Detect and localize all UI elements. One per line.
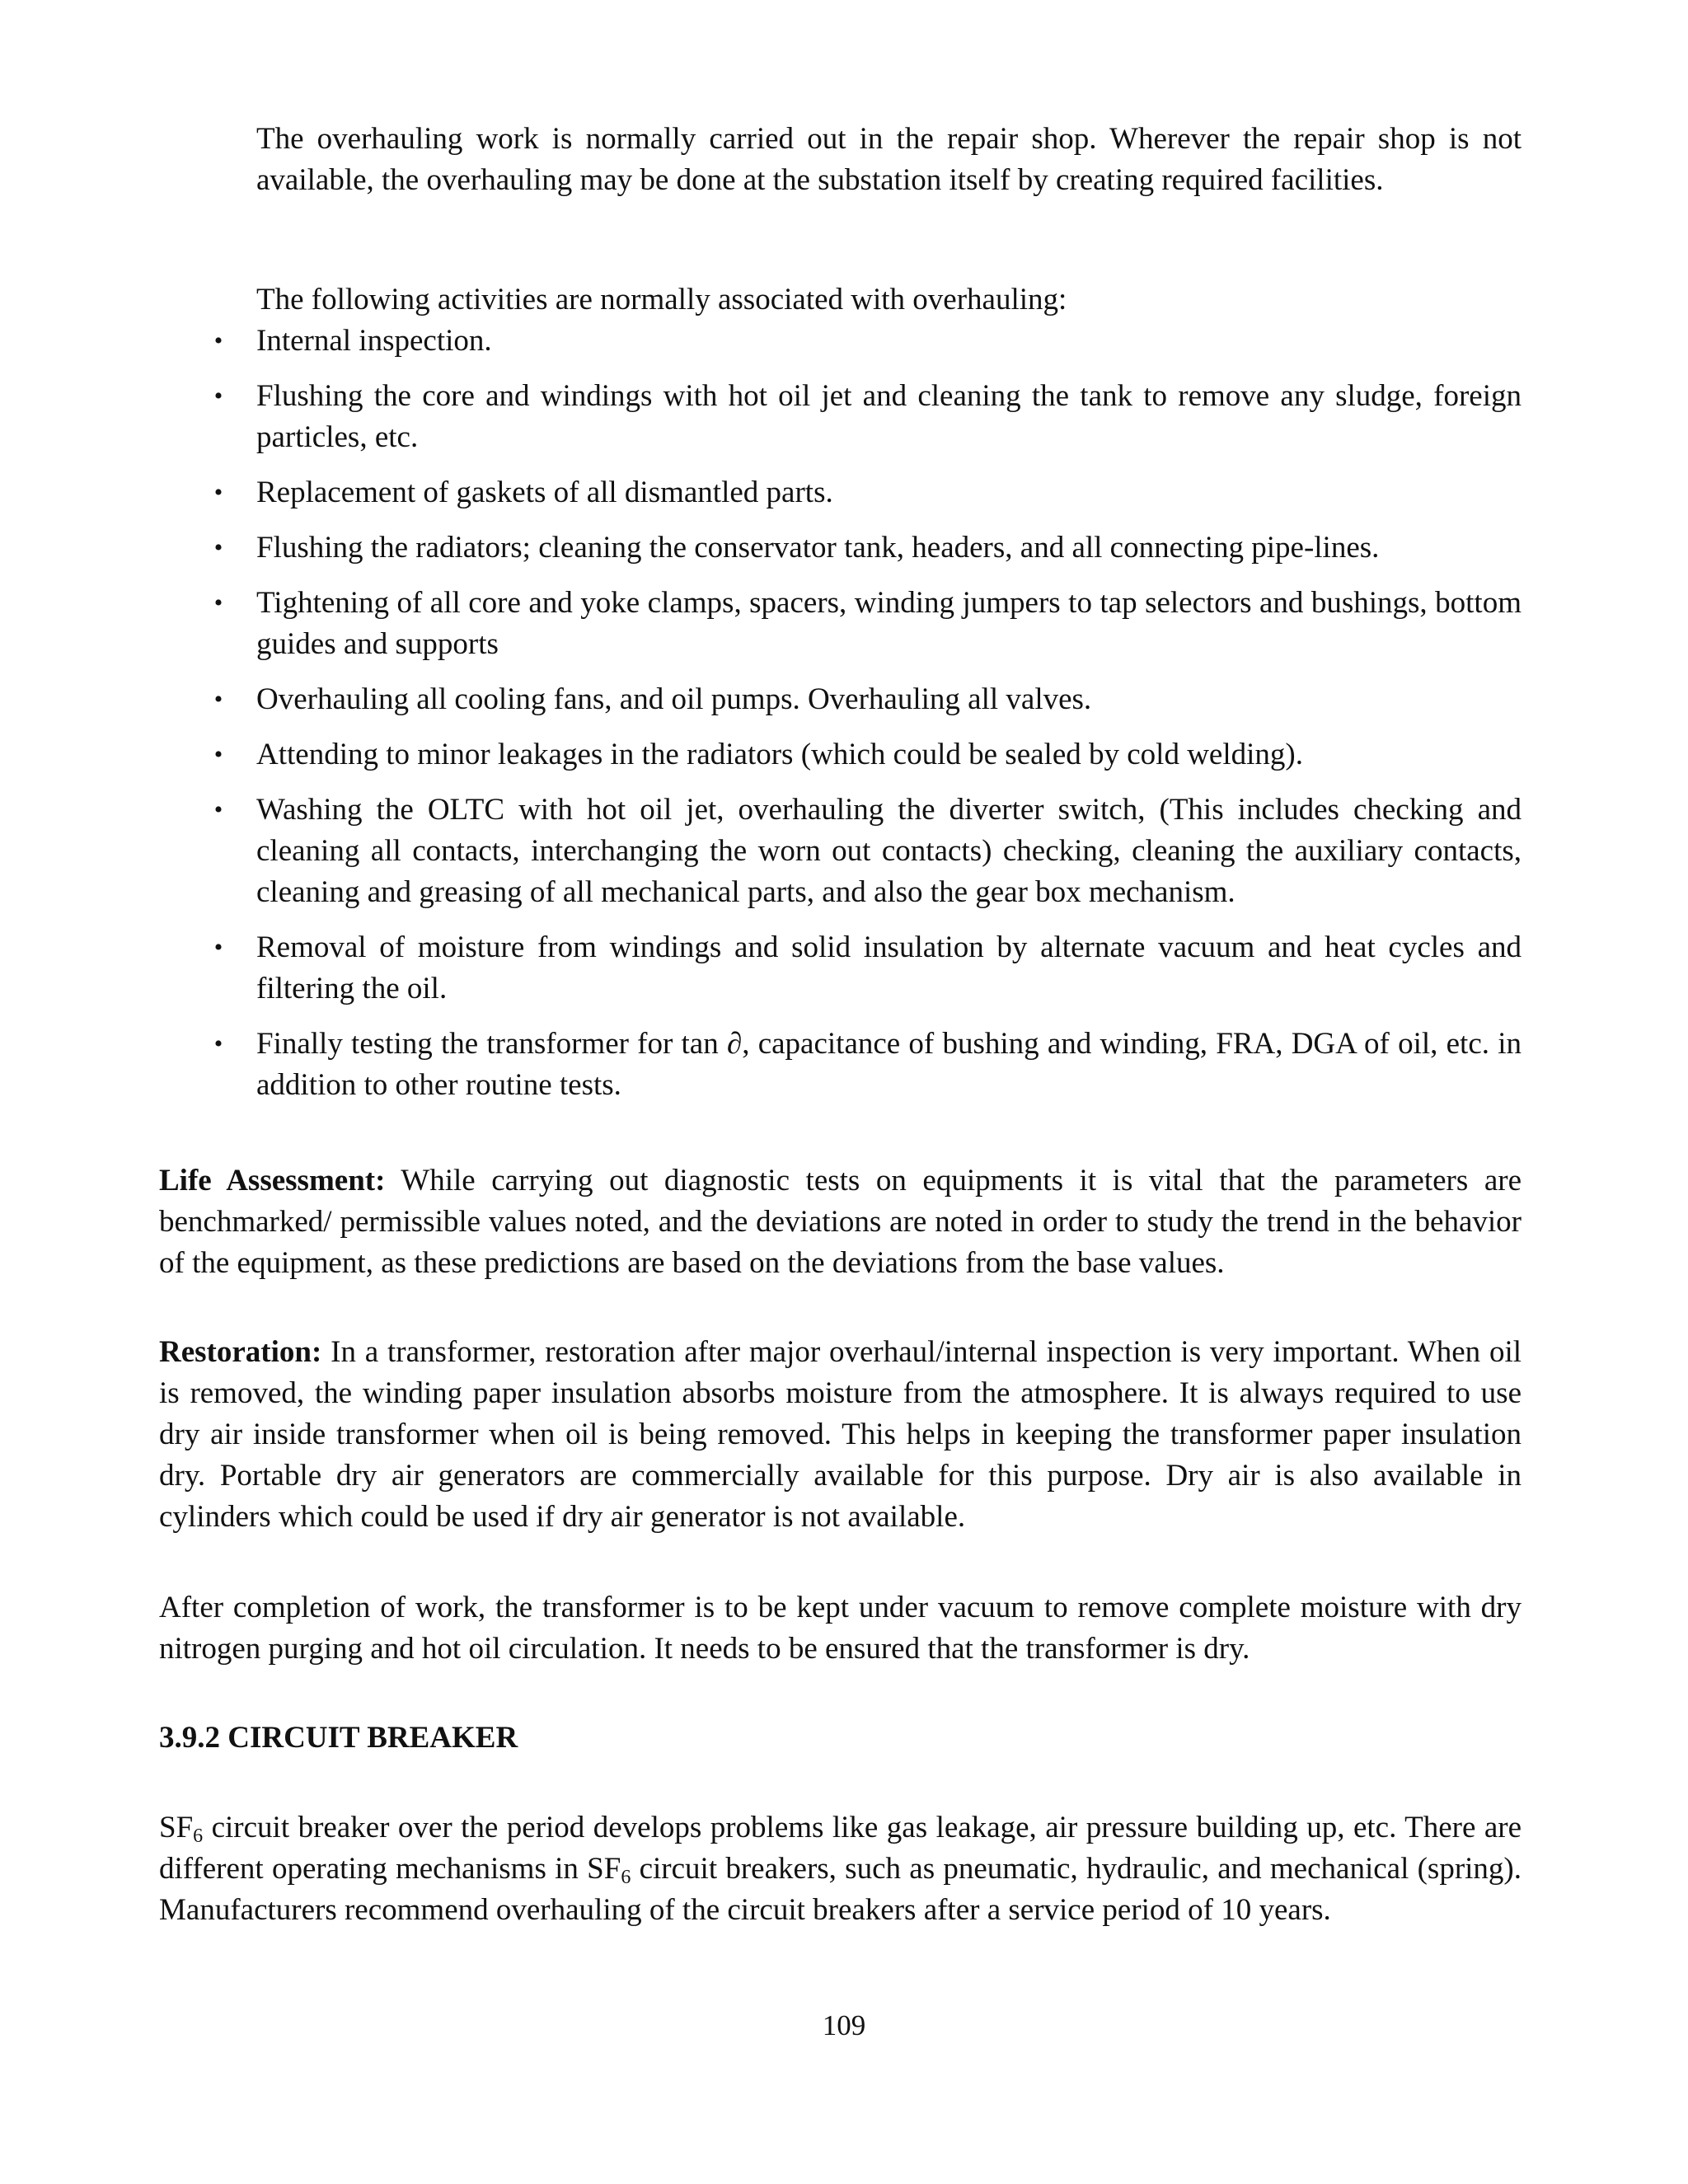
list-item-text: Overhauling all cooling fans, and oil pumps. Overhauling all valves. bbox=[256, 682, 1092, 716]
list-item bbox=[159, 679, 1522, 720]
sf6-symbol: $SF_6$ bbox=[587, 1852, 631, 1888]
list-item bbox=[159, 472, 1522, 513]
list-item-text: Finally testing the transformer for tan ∂, capacitance of bushing and winding, FRA, DGA of oil, etc. in addition to other routine tests. bbox=[256, 1027, 1522, 1102]
list-item bbox=[159, 927, 1522, 1010]
bullet-icon: • bbox=[213, 479, 223, 506]
list-item-text: Replacement of gaskets of all dismantled parts. bbox=[256, 476, 833, 509]
list-item-text: Attending to minor leakages in the radiators (which could be sealed by cold welding). bbox=[256, 738, 1303, 771]
restoration-text: In a transformer, restoration after major overhaul/internal inspection is very important. When oil is removed, the winding paper insulation absorbs moisture from the atmosphere. It is always required to use dry air inside transformer when oil is being removed. This helps in keeping the transformer paper insulation dry. Portable dry air generators are commercially available for this purpose. Dry air is also available in cylinders which could be used if dry air generator is not available. bbox=[159, 1335, 1522, 1534]
list-item bbox=[159, 734, 1522, 776]
list-item bbox=[159, 790, 1522, 913]
bullet-icon: • bbox=[213, 686, 223, 713]
life-assessment-paragraph bbox=[159, 1160, 1522, 1284]
section-heading: 3.9.2 CIRCUIT BREAKER bbox=[159, 1721, 518, 1755]
list-item bbox=[159, 583, 1522, 665]
completion-paragraph: After completion of work, the transformer is to be kept under vacuum to remove complete moisture with dry nitrogen purging and hot oil circulation. It needs to be ensured that the transformer is dry. bbox=[159, 1591, 1522, 1666]
list-item-text: Tightening of all core and yoke clamps, spacers, winding jumpers to tap selectors and bushings, bottom guides and supports bbox=[256, 586, 1522, 661]
circuit-breaker-text-1: circuit breaker over the period develops problems like gas leakage, air pressure building up, etc. There are different operating mechanisms in bbox=[159, 1811, 1522, 1886]
bullet-icon: • bbox=[213, 741, 223, 768]
bullet-icon: • bbox=[213, 589, 223, 616]
list-item-text: Removal of moisture from windings and solid insulation by alternate vacuum and heat cycles and filtering the oil. bbox=[256, 930, 1522, 1005]
circuit-breaker-text-2: circuit breakers, such as pneumatic, hydraulic, and mechanical (spring). Manufacturers recommend overhauling of the circuit breakers after a service period of 10 years. bbox=[159, 1852, 1522, 1927]
sf6-symbol: $SF_6$ bbox=[159, 1811, 204, 1847]
list-item bbox=[159, 1024, 1522, 1106]
bullet-icon: • bbox=[213, 382, 223, 410]
restoration-paragraph bbox=[159, 1332, 1522, 1538]
list-item bbox=[159, 527, 1522, 569]
circuit-breaker-paragraph bbox=[159, 1807, 1522, 1931]
bullet-icon: • bbox=[213, 1030, 223, 1057]
intro-paragraph: The overhauling work is normally carried out in the repair shop. Wherever the repair shop is not available, the overhauling may be done at the substation itself by creating required facilities. bbox=[256, 122, 1522, 197]
page-number: 109 bbox=[822, 2009, 866, 2041]
list-item-text: Internal inspection. bbox=[256, 324, 492, 358]
life-assessment-text: While carrying out diagnostic tests on equipments it is vital that the parameters are benchmarked/ permissible values noted, and the deviations are noted in order to study the trend in the behavior of the equipment, as these predictions are based on the deviations from the base values. bbox=[159, 1164, 1522, 1280]
list-item bbox=[159, 321, 1522, 362]
restoration-label: Restoration: bbox=[159, 1335, 322, 1369]
list-item-text: Flushing the core and windings with hot oil jet and cleaning the tank to remove any sludge, foreign particles, etc. bbox=[256, 379, 1522, 454]
bullet-icon: • bbox=[213, 327, 223, 354]
bullet-icon: • bbox=[213, 796, 223, 823]
list-item-text: Washing the OLTC with hot oil jet, overhauling the diverter switch, (This includes checking and cleaning all contacts, interchanging the worn out contacts) checking, cleaning the auxiliary contacts, cleaning and greasing of all mechanical parts, and also the gear box mechanism. bbox=[256, 793, 1522, 909]
bullet-icon: • bbox=[213, 534, 223, 561]
life-assessment-label: Life Assessment: bbox=[159, 1164, 386, 1197]
overhauling-activities-list bbox=[159, 321, 1522, 1120]
list-item-text: Flushing the radiators; cleaning the conservator tank, headers, and all connecting pipe-lines. bbox=[256, 531, 1380, 565]
bullet-icon: • bbox=[213, 934, 223, 961]
activities-intro: The following activities are normally associated with overhauling: bbox=[256, 283, 1067, 316]
list-item bbox=[159, 376, 1522, 458]
